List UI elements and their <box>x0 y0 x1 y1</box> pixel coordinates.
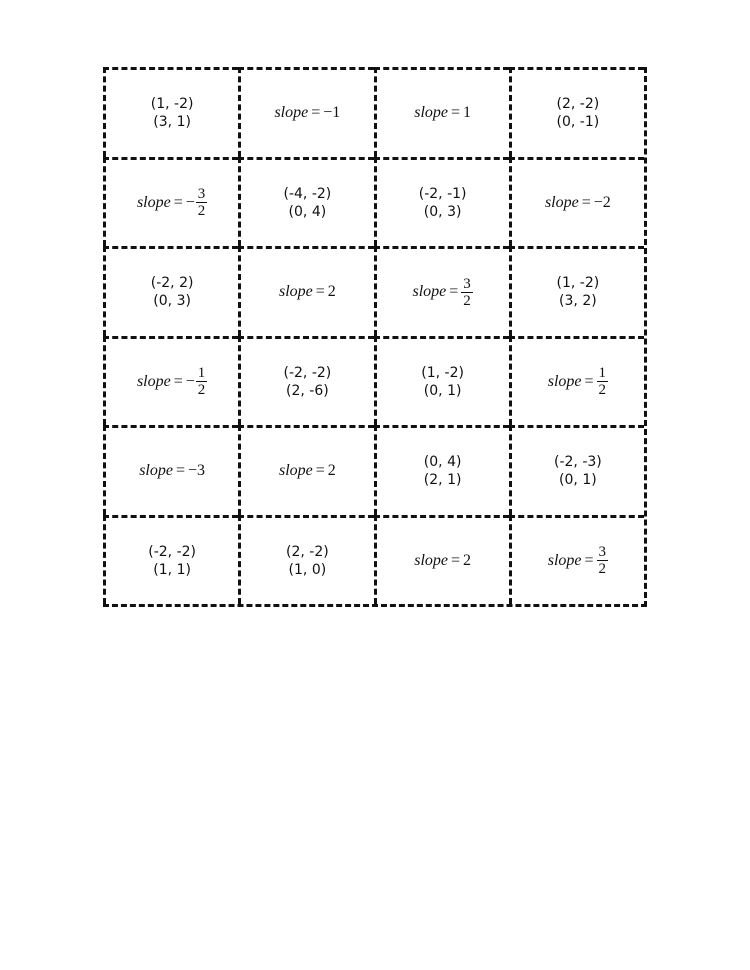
card-slope <box>238 425 373 515</box>
slope-expression <box>414 104 471 122</box>
equals-sign: = <box>315 283 325 301</box>
point-1: (-2, -2) <box>148 543 196 560</box>
card-slope-fraction <box>374 246 509 336</box>
numerator: 3 <box>197 186 206 203</box>
slope-value: 2 <box>463 551 472 569</box>
card-slope <box>374 67 509 157</box>
slope-word: slope <box>274 104 309 122</box>
point-1: (2, -2) <box>286 543 329 560</box>
card-points <box>238 157 373 247</box>
point-2: (0, 4) <box>288 203 327 220</box>
denominator: 2 <box>598 382 607 399</box>
slope-word: slope <box>136 193 171 211</box>
numerator: 1 <box>598 365 607 382</box>
point-1: (1, -2) <box>421 364 464 381</box>
card-points <box>103 67 238 157</box>
slope-word: slope <box>139 462 173 480</box>
card-points <box>238 336 373 426</box>
card-slope-fraction <box>509 515 644 605</box>
denominator: 2 <box>197 382 206 399</box>
equals-sign: = <box>315 462 325 480</box>
point-pair <box>286 543 329 579</box>
point-pair <box>151 95 194 131</box>
card-points <box>374 336 509 426</box>
equals-sign: = <box>175 462 186 480</box>
numerator: 1 <box>197 365 206 382</box>
slope-expression <box>548 365 608 398</box>
slope-word: slope <box>414 551 448 569</box>
slope-expression <box>279 283 336 301</box>
slope-value: −2 <box>593 193 611 211</box>
point-1: (-2, -3) <box>554 454 602 471</box>
slope-word: slope <box>547 551 582 569</box>
numerator: 3 <box>598 544 607 561</box>
point-2: (0, -1) <box>556 114 600 131</box>
fraction <box>461 276 473 309</box>
point-1: (1, -2) <box>150 96 194 113</box>
card-slope <box>238 67 373 157</box>
denominator: 2 <box>598 561 607 578</box>
point-2: (0, 3) <box>423 203 462 220</box>
fraction <box>196 365 208 398</box>
slope-word: slope <box>547 372 582 390</box>
slope-expression <box>137 365 207 398</box>
fraction <box>597 365 609 398</box>
equals-sign: = <box>173 193 183 211</box>
card-slope-fraction <box>103 157 238 247</box>
card-slope <box>238 246 373 336</box>
point-pair <box>421 364 464 400</box>
point-pair <box>151 274 194 310</box>
slope-expression <box>279 462 336 480</box>
card-points <box>374 425 509 515</box>
point-1: (2, -2) <box>556 96 600 113</box>
point-2: (0, 1) <box>423 382 462 399</box>
negative-sign: − <box>185 193 195 211</box>
point-2: (0, 1) <box>559 472 597 489</box>
equals-sign: = <box>581 193 591 211</box>
card-slope-fraction <box>509 336 644 426</box>
fraction <box>196 186 208 219</box>
slope-value: −3 <box>188 462 206 480</box>
point-1: (-2, -1) <box>418 185 467 202</box>
card-slope-fraction <box>103 336 238 426</box>
point-pair <box>284 364 332 400</box>
slope-word: slope <box>412 283 447 301</box>
numerator: 3 <box>463 275 471 292</box>
slope-expression <box>545 194 611 212</box>
point-2: (2, 1) <box>423 472 462 489</box>
point-pair <box>148 543 196 579</box>
slope-expression <box>137 186 207 219</box>
equals-sign: = <box>451 551 461 569</box>
point-2: (3, 2) <box>559 293 597 310</box>
slope-expression <box>414 552 471 570</box>
card-points <box>509 67 644 157</box>
card-slope <box>374 515 509 605</box>
card-points <box>238 515 373 605</box>
equals-sign: = <box>173 372 183 390</box>
equals-sign: = <box>451 104 461 122</box>
equals-sign: = <box>584 551 594 569</box>
point-2: (1, 0) <box>288 561 327 578</box>
denominator: 2 <box>463 292 471 309</box>
point-1: (0, 4) <box>423 454 462 471</box>
slope-expression <box>548 544 608 577</box>
card-slope <box>509 157 644 247</box>
slope-word: slope <box>278 462 313 480</box>
point-2: (2, -6) <box>286 382 329 399</box>
negative-sign: − <box>185 372 195 390</box>
slope-word: slope <box>544 193 579 211</box>
point-2: (0, 3) <box>153 293 191 310</box>
point-pair <box>554 453 602 489</box>
fraction <box>597 544 609 577</box>
point-2: (3, 1) <box>153 114 191 131</box>
equals-sign: = <box>449 283 459 301</box>
slope-value: 1 <box>463 104 472 122</box>
point-1: (-2, -2) <box>283 364 332 381</box>
slope-word: slope <box>278 283 313 301</box>
slope-value: 2 <box>327 283 336 301</box>
slope-expression <box>139 462 205 480</box>
card-points <box>509 425 644 515</box>
equals-sign: = <box>584 372 594 390</box>
point-pair <box>419 185 467 221</box>
card-slope <box>103 425 238 515</box>
card-points <box>509 246 644 336</box>
point-2: (1, 1) <box>153 561 191 578</box>
slope-value: 2 <box>327 462 336 480</box>
denominator: 2 <box>197 203 206 220</box>
point-pair <box>557 95 600 131</box>
card-points <box>374 157 509 247</box>
card-points <box>103 515 238 605</box>
equals-sign: = <box>311 104 321 122</box>
card-grid <box>103 67 647 607</box>
card-points <box>103 246 238 336</box>
point-1: (-2, 2) <box>150 275 194 292</box>
slope-expression <box>274 104 340 122</box>
slope-word: slope <box>136 372 171 390</box>
point-1: (1, -2) <box>556 275 600 292</box>
slope-word: slope <box>414 104 448 122</box>
point-pair <box>557 274 600 310</box>
point-pair <box>284 185 332 221</box>
slope-value: −1 <box>323 104 341 122</box>
point-pair <box>424 453 462 489</box>
point-1: (-4, -2) <box>283 185 332 202</box>
slope-expression <box>412 276 472 309</box>
